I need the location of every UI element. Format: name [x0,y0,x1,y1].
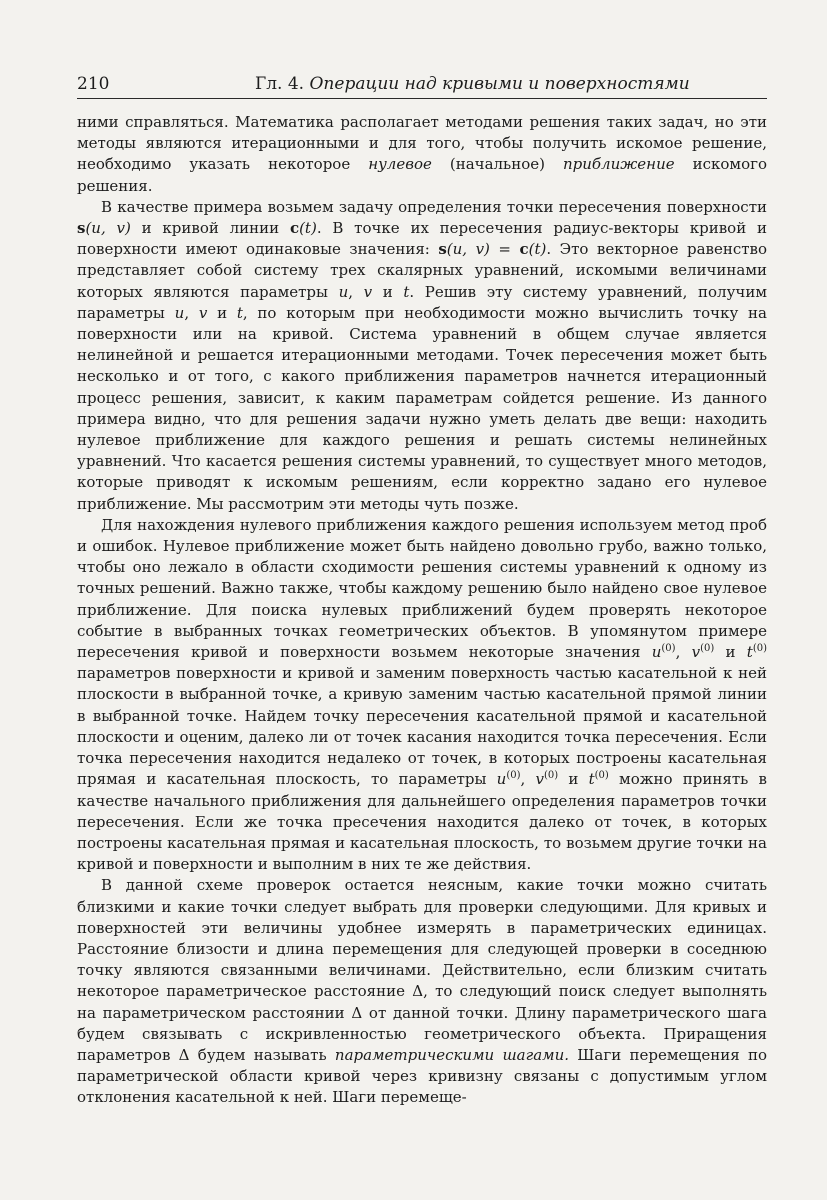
text-run: можно принять в качестве начального приближения для дальнейшего определения параметров точки пересечения. Если же точка пресечения находится далеко от точек, в которых построены касательная прямая и касательная плоскость, то возьмем другие точки на кривой и поверхности и выполним в них те же действия. [77,770,767,874]
text-run: и [372,282,404,301]
text-run: и [207,303,237,322]
page-header [77,70,767,98]
math-var: t [746,643,753,662]
text-run: . Решив эту систему уравнений, получим параметры [77,282,767,322]
body-text [77,112,767,1109]
vector-symbol: s [438,240,447,259]
vector-symbol: s [77,219,86,238]
math-var: v [535,770,544,789]
equals-sign: = [489,240,520,259]
math-args: (u, v) [85,219,131,238]
superscript: (0) [594,770,609,782]
text-run: искомого решения. [77,155,767,195]
text-run: . Это векторное равенство представляет собой систему трех скалярных уравнений, искомыми величинами которых являются параметры [77,240,768,301]
text-run: (начальное) [431,155,563,174]
math-args: (t) [299,219,317,238]
math-var: v [363,282,373,301]
text-run: , [520,770,536,789]
text-run: В данной схеме проверок остается неясным, какие точки можно считать близкими и какие точки следует выбрать для проверки следующими. Для кривых и поверхностей эти величины удобнее измерять в параметрических единицах. Расстояние близости и длина перемещения для следующей проверки в соседнюю точку являются связанными величинами. Действительно, если близким считать некоторое параметрическое расстояние Δ, то следующий поиск следует выполнять на параметрическом расстоянии Δ от данной точки. Длину параметрического шага будем связывать с искривленностью геометрического объекта. Приращения параметров Δ будем называть [77,876,767,1064]
text-run: , [184,303,199,322]
text-run: Шаги перемещения по параметрической области кривой через кривизну связаны с допустимым углом отклонения касательной к ней. Шаги перемеще- [77,1045,767,1107]
text-run: и [714,643,747,662]
math-var: t [236,303,243,322]
paragraph-3 [77,515,767,875]
header-rule [77,98,767,99]
math-var: u [174,303,185,322]
paragraph-1 [77,112,767,197]
superscript: (0) [752,643,767,655]
superscript: (0) [661,643,676,655]
math-var: u [338,282,349,301]
math-args: (t) [528,240,547,259]
chapter-title: Операции над кривыми и поверхностями [309,74,690,94]
text-run: , [675,643,692,662]
math-var: u [496,770,507,789]
vector-symbol: c [519,240,529,259]
italic-term: нулевое [368,155,432,174]
text-run: . В точке их пересечения радиус-векторы кривой и поверхности имеют одинаковые значения: [77,219,767,259]
text-run: , по которым при необходимости можно вычислить точку на поверхности или на кривой. Система уравнений в общем случае является нелинейной и решается итерационными методами. Точек пересечения может быть несколько и от того, с какого приближения параметров начнется итерационный процесс решения, зависит, к каким параметрам сойдется решение. Из данного примера видно, что для решения задачи нужно уметь делать две вещи: находить нулевое приближение для каждого решения и решать системы нелинейных уравнений. Что касается решения системы уравнений, то существует много методов, которые приводят к искомым решениям, если корректно задано его нулевое приближение. Мы рассмотрим эти методы чуть позже. [77,303,767,513]
paragraph-2 [77,197,767,515]
running-head [255,74,690,94]
superscript: (0) [700,643,715,655]
vector-symbol: c [289,219,300,238]
superscript: (0) [543,770,559,782]
italic-term: параметрическими шагами. [334,1045,570,1064]
italic-term: приближение [562,155,675,174]
math-var: t [588,770,595,789]
paragraph-4 [77,875,767,1108]
text-run: и [558,770,589,789]
text-run: Для нахождения нулевого приближения каждого решения используем метод проб и ошибок. Нулевое приближение может быть найдено довольно грубо, важно только, чтобы оно лежало в области сходимости решения системы уравнений к одному из точных решений. Важно также, чтобы каждому решению было найдено свое нулевое приближение. Для поиска нулевых приближений будем проверять некоторое событие в выбранных точках геометрических объектов. В упомянутом примере пересечения кривой и поверхности возьмем некоторые значения [77,515,767,662]
math-var: v [691,643,701,662]
math-var: u [651,643,662,662]
text-run: , [348,282,364,301]
math-var: v [198,303,208,322]
superscript: (0) [506,770,521,782]
math-args: (u, v) [446,240,490,259]
text-run: В качестве примера возьмем задачу определения точки пересечения поверхности [101,197,767,216]
text-run: ними справляться. Математика располагает методами решения таких задач, но эти методы являются итерационными и для того, чтобы получить искомое решение, необходимо указать некоторое [77,113,767,174]
page-number: 210 [77,74,110,94]
chapter-number: Гл. 4. [255,74,305,94]
math-var: t [403,282,410,301]
text-run: и кривой линии [130,219,290,238]
text-run: параметров поверхности и кривой и заменим поверхность частью касательной к ней плоскости в выбранной точке, а кривую заменим частью касательной прямой линии в выбранной точке. Найдем точку пересечения касательной прямой и касательной плоскости и оценим, далеко ли от точек касания находится точка пересечения. Если точка пересечения находится недалеко от точек, в которых построены касательная прямая и касательная плоскость, то параметры [77,664,767,789]
